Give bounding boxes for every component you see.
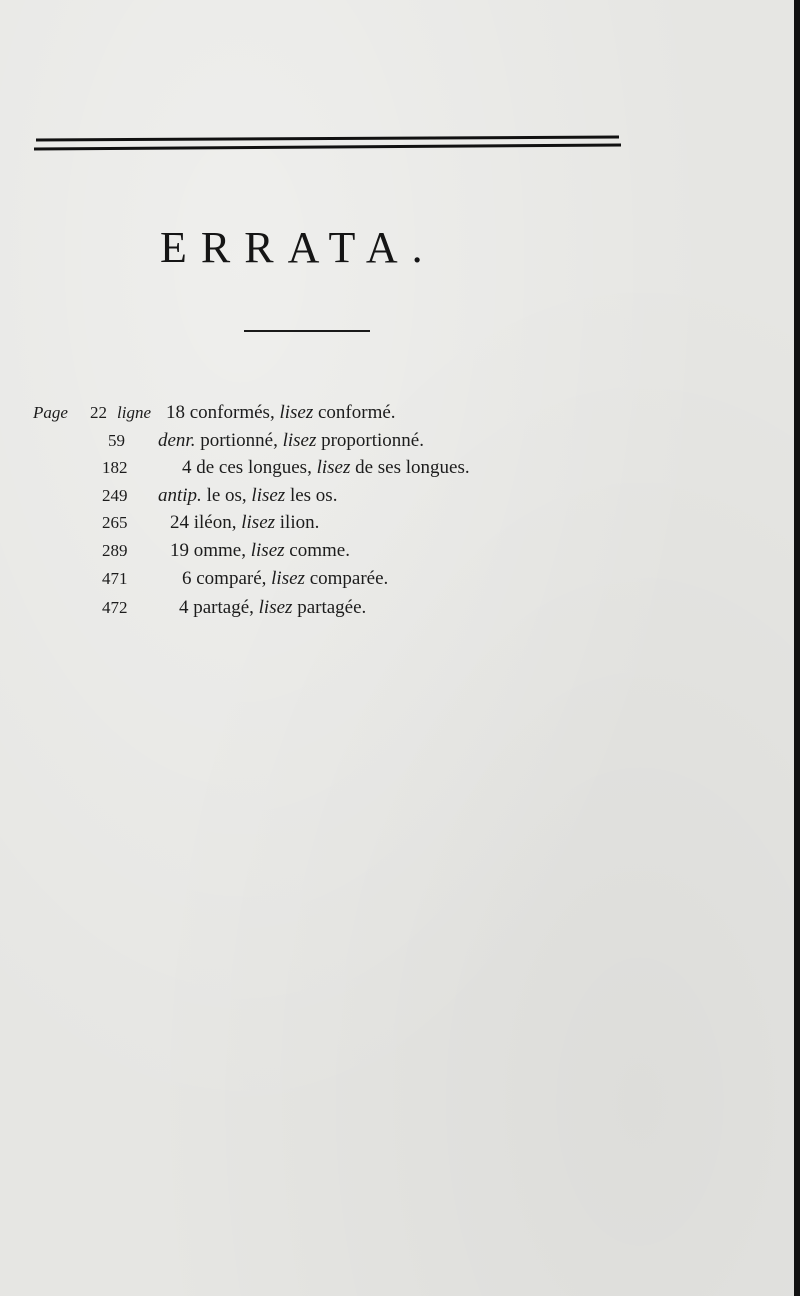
correction: 24 iléon, lisez ilion. <box>170 512 320 533</box>
page-number: 471 <box>102 569 128 588</box>
wrong-text: omme <box>193 540 242 561</box>
lisez-label: lisez <box>271 568 305 589</box>
right-text: de ses longues. <box>355 457 470 478</box>
errata-entry <box>0 481 800 511</box>
page-title: ERRATA. <box>160 223 437 272</box>
right-text: les os. <box>289 485 338 506</box>
wrong-text: le os <box>206 485 242 506</box>
page-number: 472 <box>102 598 128 617</box>
header-double-rule <box>34 134 621 156</box>
errata-entry <box>0 536 800 566</box>
errata-entry <box>0 453 800 483</box>
errata-entry <box>0 593 800 623</box>
page-edge-shadow <box>794 0 800 1296</box>
title-divider <box>244 330 370 332</box>
line-ref: 6 <box>182 568 192 589</box>
lisez-label: lisez <box>250 540 285 561</box>
line-ref: 24 <box>170 512 189 533</box>
wrong-text: conformés <box>189 402 270 423</box>
line-ref: 18 <box>166 402 185 423</box>
lisez-label: lisez <box>316 457 351 478</box>
wrong-text: comparé <box>196 568 262 589</box>
line-ref: 4 <box>182 457 192 478</box>
right-text: comparée. <box>309 568 389 589</box>
lisez-label: lisez <box>279 402 314 423</box>
page-label: Page <box>33 403 68 422</box>
correction: 6 comparé, lisez comparée. <box>182 568 389 589</box>
wrong-text: portionné <box>200 430 274 451</box>
errata-entry <box>0 508 800 538</box>
correction: 4 de ces longues, lisez de ses longues. <box>182 457 470 478</box>
lisez-label: lisez <box>258 597 293 618</box>
correction: antip. le os, lisez les os. <box>158 485 338 506</box>
right-text: proportionné. <box>321 430 424 451</box>
line-ref: antip. <box>158 485 202 506</box>
right-text: ilion. <box>279 512 320 533</box>
page-number: 249 <box>102 486 128 505</box>
lisez-label: lisez <box>282 430 317 451</box>
page-number: 289 <box>102 541 128 560</box>
page-number: 265 <box>102 513 128 532</box>
page-number: 182 <box>102 458 128 477</box>
line-ref: denr. <box>158 430 196 451</box>
page-number: 59 <box>108 431 125 450</box>
right-text: comme. <box>289 540 350 561</box>
right-text: partagée. <box>297 597 367 618</box>
wrong-text: de ces longues <box>196 457 308 478</box>
correction: 18 conformés, lisez conformé. <box>166 402 396 423</box>
wrong-text: iléon <box>193 512 232 533</box>
line-label: ligne <box>117 403 151 422</box>
lisez-label: lisez <box>251 485 286 506</box>
right-text: conformé. <box>317 402 396 423</box>
page-number: 22 <box>90 403 107 422</box>
correction: 4 partagé, lisez partagée. <box>179 597 367 618</box>
errata-entry <box>0 398 800 428</box>
errata-entry <box>0 426 800 456</box>
wrong-text: partagé <box>193 597 250 618</box>
lisez-label: lisez <box>241 512 276 533</box>
line-ref: 19 <box>170 540 189 561</box>
correction: denr. portionné, lisez proportionné. <box>158 430 424 451</box>
correction: 19 omme, lisez comme. <box>170 540 350 561</box>
line-ref: 4 <box>179 597 189 618</box>
errata-entry <box>0 564 800 594</box>
